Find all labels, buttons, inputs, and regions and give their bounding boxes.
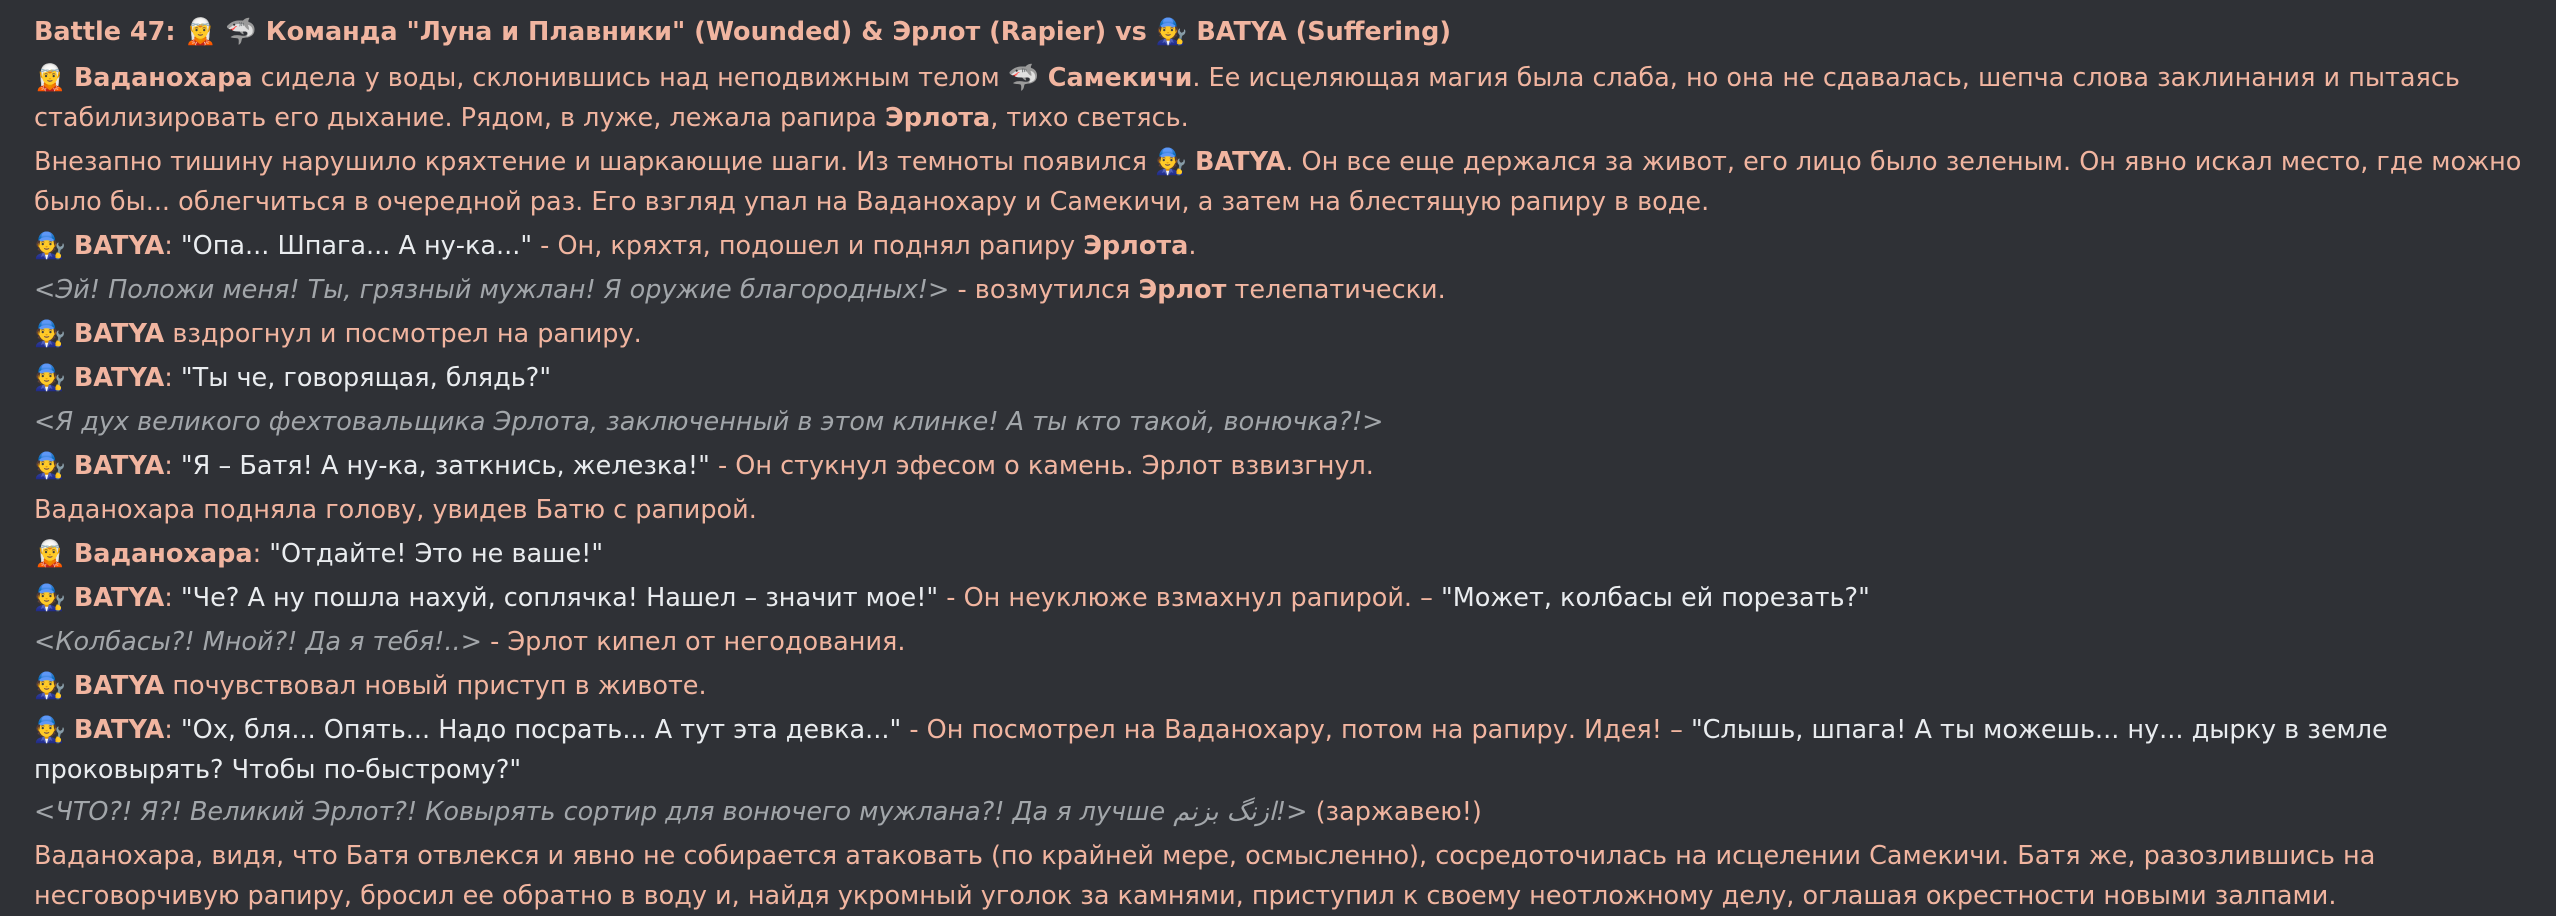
message-line (34, 578, 2522, 618)
message-line (34, 314, 2522, 354)
name-text: BATYA (73, 671, 165, 701)
telepathic-text: <Эй! Положи меня! Ты, грязный мужлан! Я оружие благородных!> (34, 275, 950, 305)
message-line (34, 402, 2522, 442)
message-line (34, 622, 2522, 662)
narration-text: Внезапно тишину нарушило кряхтение и шаркающие шаги. Из темноты появился 🧑‍🔧 (34, 147, 1195, 177)
name-text: Battle 47: 🧝 🦈 Команда "Луна и Плавники" (Wounded) & Эрлот (Rapier) vs 🧑‍🔧 BATYA (Suffering) (34, 17, 1452, 47)
message-line (34, 666, 2522, 706)
narration-text: : (164, 231, 181, 261)
narration-text: 🧑‍🔧 (34, 231, 74, 261)
narration-text: : (164, 363, 181, 393)
narration-text: Ваданохара подняла голову, увидев Батю с рапирой. (34, 495, 757, 525)
narration-text: 🧑‍🔧 (34, 319, 74, 349)
name-text: BATYA (73, 363, 165, 393)
narration-text: (заржавею!) (1307, 797, 1482, 827)
narration-text: 🧑‍🔧 (34, 451, 74, 481)
message-line (34, 446, 2522, 486)
message-line (34, 58, 2522, 138)
name-text: BATYA (73, 231, 165, 261)
name-text: Эрлот (1138, 275, 1227, 305)
quote-text: "Опа... Шпага... А ну-ка..." (180, 231, 533, 261)
narration-text: : (164, 715, 181, 745)
narration-text: . Он все еще держался за живот, его лицо было зеленым. Он явно искал место, где можно было бы... облегчиться в очередной раз. Его взгляд упал на Ваданохару и Самекичи, а затем на блестящую рапиру в воде. (34, 147, 2522, 217)
message-line (34, 226, 2522, 266)
telepathic-text: <Колбасы?! Мной?! Да я тебя!..> (34, 627, 482, 657)
narration-text: - Он неуклюже взмахнул рапирой. – (938, 583, 1441, 613)
name-text: Ваданохара (73, 539, 253, 569)
narration-text: , тихо светясь. (990, 103, 1189, 133)
narration-text: - Он стукнул эфесом о камень. Эрлот взвизгнул. (709, 451, 1374, 481)
narration-text: - Он посмотрел на Ваданохару, потом на рапиру. Идея! – (901, 715, 1691, 745)
quote-text: "Че? А ну пошла нахуй, соплячка! Нашел – значит мое!" (180, 583, 939, 613)
quote-text: "Ты че, говорящая, блядь?" (180, 363, 552, 393)
name-text: BATYA (1194, 147, 1286, 177)
name-text: BATYA (73, 715, 165, 745)
telepathic-text: <ЧТО?! Я?! Великий Эрлот?! Ковырять сортир для вонючего мужлана?! Да я лучше ازنگ بزنم!> (34, 797, 1308, 827)
narration-text: : (164, 583, 181, 613)
message-line (34, 142, 2522, 222)
message-line (34, 792, 2522, 832)
quote-text: "Ох, бля... Опять... Надо посрать... А тут эта девка..." (180, 715, 902, 745)
narration-text: - Эрлот кипел от негодования. (481, 627, 906, 657)
narration-text: - возмутился (949, 275, 1139, 305)
narration-text: 🧝 (34, 63, 74, 93)
narration-text: 🧝 (34, 539, 74, 569)
narration-text: 🧑‍🔧 (34, 715, 74, 745)
quote-text: "Слышь, шпага! А ты можешь... ну... дырку в земле проковырять? Чтобы по-быстрому?" (34, 715, 2388, 785)
quote-text: "Я – Батя! А ну-ка, заткнись, железка!" (180, 451, 710, 481)
narration-text: : (252, 539, 270, 569)
narration-text: . Ее исцеляющая магия была слаба, но она не сдавалась, шепча слова заклинания и пытаясь стабилизировать его дыхание. Рядом, в луже, лежала рапира (34, 63, 2460, 133)
name-text: Самекичи (1047, 63, 1193, 93)
narration-text: телепатически. (1226, 275, 1446, 305)
narration-text: 🧑‍🔧 (34, 583, 74, 613)
message-line (34, 534, 2522, 574)
message-line (34, 490, 2522, 530)
telepathic-text: <Я дух великого фехтовальщика Эрлота, заключенный в этом клинке! А ты кто такой, вонючка?!> (34, 407, 1384, 437)
message-line (34, 270, 2522, 310)
message-line (34, 710, 2522, 790)
name-text: BATYA (73, 451, 165, 481)
narration-text: почувствовал новый приступ в животе. (164, 671, 707, 701)
name-text: BATYA (73, 583, 165, 613)
quote-text: "Может, колбасы ей порезать?" (1441, 583, 1870, 613)
narration-text: : (164, 451, 181, 481)
name-text: Эрлота (885, 103, 991, 133)
name-text: Эрлота (1083, 231, 1189, 261)
narration-text: - Он, кряхтя, подошел и поднял рапиру (532, 231, 1084, 261)
narration-text: 🧑‍🔧 (34, 363, 74, 393)
narration-text: 🧑‍🔧 (34, 671, 74, 701)
battle-title (34, 12, 2522, 52)
narration-text: сидела у воды, склонившись над неподвижным телом 🦈 (252, 63, 1048, 93)
message-line (34, 836, 2522, 916)
name-text: BATYA (73, 319, 165, 349)
message-line (34, 358, 2522, 398)
name-text: Ваданохара (73, 63, 253, 93)
narration-text: вздрогнул и посмотрел на рапиру. (164, 319, 642, 349)
quote-text: "Отдайте! Это не ваше!" (269, 539, 604, 569)
narration-text: . (1188, 231, 1197, 261)
narration-text: Ваданохара, видя, что Батя отвлекся и явно не собирается атаковать (по крайней мере, осмысленно), сосредоточилась на исцелении Самекичи. Батя же, разозлившись на несговорчивую рапиру, бросил ее обратно в воду и, найдя укромный уголок за камнями, приступил к своему неотложному делу, оглашая окрестности новыми залпами. (34, 841, 2376, 911)
